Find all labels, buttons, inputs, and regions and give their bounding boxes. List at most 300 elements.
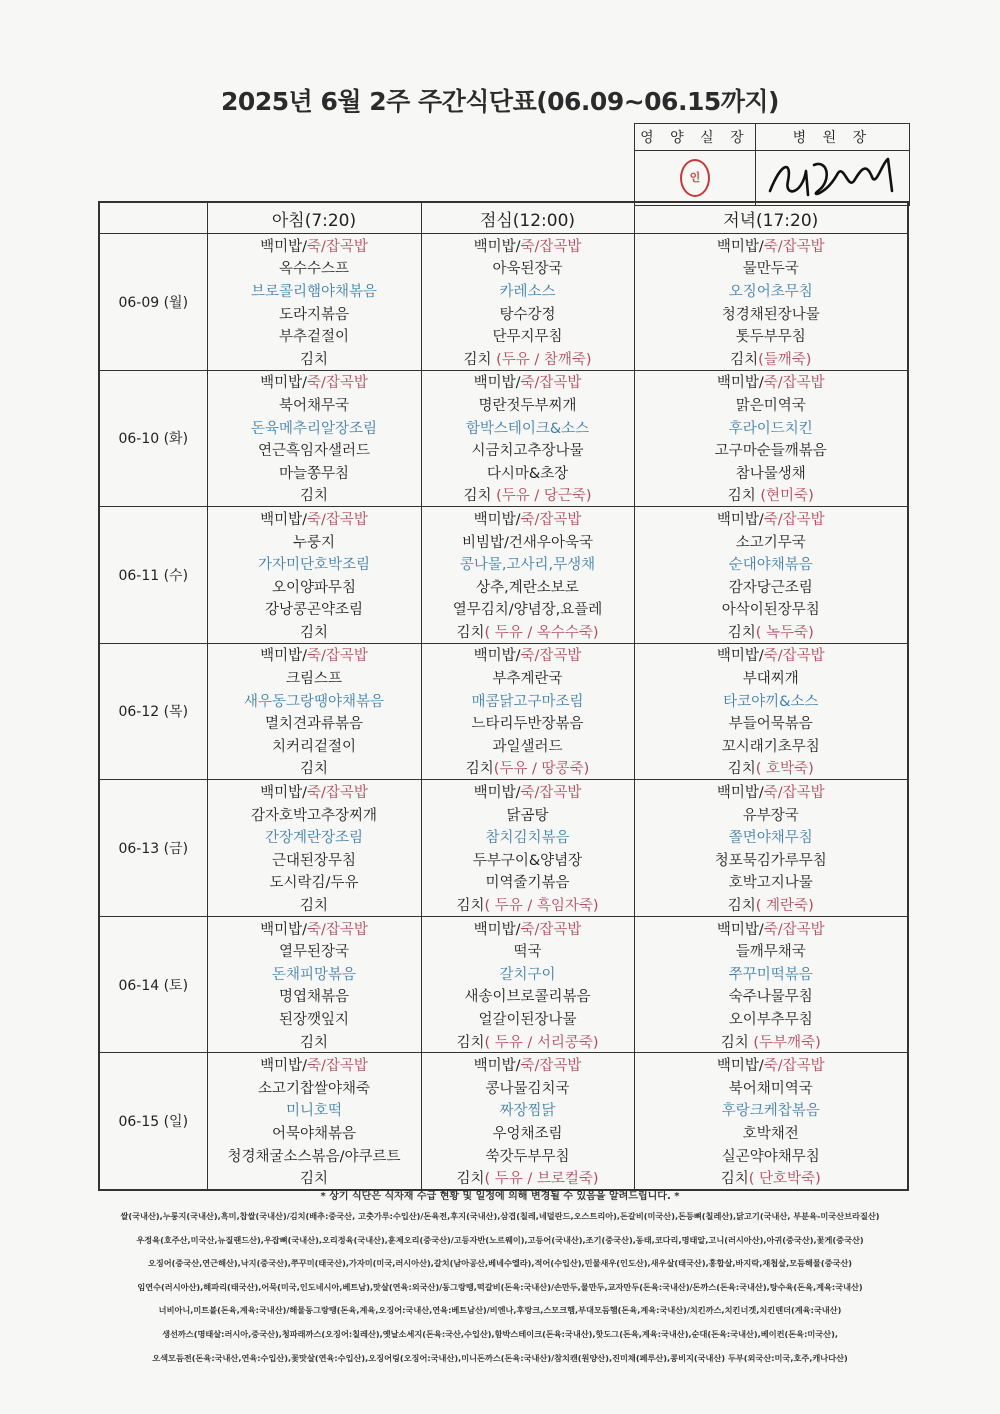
dish-text: 소고기찹쌀야채죽 bbox=[257, 1080, 371, 1097]
grain-rice-text: /잡곡밥 bbox=[321, 511, 368, 528]
grain-rice-text: /잡곡밥 bbox=[777, 375, 825, 392]
breakfast-item bbox=[207, 1076, 421, 1099]
dish-text: 김치 bbox=[456, 624, 485, 641]
grain-rice-text: /잡곡밥 bbox=[777, 1058, 825, 1075]
breakfast-item bbox=[207, 1144, 421, 1167]
extra-text: ( 두유 / 옥수수죽) bbox=[484, 624, 599, 641]
nutritionist-stamp bbox=[635, 151, 756, 206]
dish-text: 시금치고추장나물 bbox=[471, 443, 584, 460]
grain-rice-text: /잡곡밥 bbox=[777, 648, 825, 665]
dish-text: 감자당근조림 bbox=[728, 579, 813, 596]
menu-row bbox=[99, 1121, 908, 1144]
dish-text: 과일샐러드 bbox=[492, 738, 563, 755]
breakfast-item bbox=[207, 871, 421, 894]
breakfast-item bbox=[207, 302, 421, 325]
dinner-item bbox=[634, 803, 908, 826]
rice-text: 백미밥/ bbox=[716, 511, 764, 528]
breakfast-item bbox=[207, 962, 421, 985]
signature-icon bbox=[762, 151, 902, 201]
lunch-item bbox=[421, 1053, 634, 1076]
breakfast-item bbox=[207, 916, 421, 939]
extra-text: ( 호박죽) bbox=[755, 761, 814, 778]
extra-text: ( 두유 / 서리콩죽) bbox=[484, 1034, 599, 1051]
notice-text: * 상기 식단은 식자재 수급 현황 및 일정에 의해 변경될 수 있음을 알려드립니다. * bbox=[320, 1191, 680, 1202]
dinner-item bbox=[634, 575, 908, 598]
dish-text: 콩나물김치국 bbox=[485, 1080, 570, 1097]
menu-row bbox=[99, 484, 908, 507]
rice-text: 백미밥/ bbox=[473, 921, 521, 938]
dish-text: 타코야끼&소스 bbox=[723, 693, 819, 710]
porridge-text: 죽 bbox=[763, 785, 778, 802]
dinner-item bbox=[634, 324, 908, 347]
extra-text: (두유 / 당근죽) bbox=[496, 488, 592, 505]
porridge-text: 죽 bbox=[306, 648, 321, 665]
dish-text: 간장계란장조림 bbox=[264, 830, 364, 847]
breakfast-item bbox=[207, 848, 421, 871]
dish-text: 청포묵김가루무침 bbox=[714, 852, 827, 869]
dish-text: 톳두부무침 bbox=[735, 329, 806, 346]
porridge-text: 죽 bbox=[520, 1058, 535, 1075]
dinner-item bbox=[634, 279, 908, 302]
dish-text: 어묵야채볶음 bbox=[271, 1125, 357, 1142]
extra-text: ( 단호박죽) bbox=[748, 1171, 821, 1188]
origin-line: 너비아니,미트볼(돈육,계육:국내산)/해물동그랑땡(돈육,계육,오징어:국내산,연육:베트남산)/비엔나,후랑크,스모크햄,부대모듬햄(돈육,계육:국내산)/치킨까스,치킨너겟,치킨텐더(계육:국내산) bbox=[158, 1305, 842, 1316]
day-label: 06-09 (월) bbox=[99, 234, 207, 371]
dish-text: 새송이브로콜리볶음 bbox=[464, 989, 591, 1006]
dish-text: 돈채피망볶음 bbox=[271, 966, 357, 983]
dish-text: 꼬시래기초무침 bbox=[721, 738, 820, 755]
rice-text: 백미밥/ bbox=[260, 921, 307, 938]
director-label: 병 원 장 bbox=[755, 124, 909, 151]
dish-text: 김치 bbox=[730, 351, 759, 368]
director-signature bbox=[755, 151, 909, 206]
header-blank bbox=[99, 202, 207, 234]
dinner-item bbox=[634, 507, 908, 530]
dish-text: 오징어초무침 bbox=[728, 283, 813, 300]
dinner-item bbox=[634, 620, 908, 643]
dinner-item bbox=[634, 484, 908, 507]
dish-text: 다시마&초장 bbox=[486, 465, 569, 482]
menu-row bbox=[99, 530, 908, 553]
dish-text: 유부장국 bbox=[742, 807, 799, 824]
rice-text: 백미밥/ bbox=[473, 648, 521, 665]
dish-text: 도라지볶음 bbox=[278, 306, 350, 323]
breakfast-item bbox=[207, 689, 421, 712]
dinner-item bbox=[634, 689, 908, 712]
lunch-item bbox=[421, 620, 634, 643]
grain-rice-text: /잡곡밥 bbox=[321, 375, 368, 392]
dish-text: 숙주나물무침 bbox=[728, 989, 813, 1006]
menu-row bbox=[99, 1053, 908, 1076]
grain-rice-text: /잡곡밥 bbox=[534, 375, 582, 392]
dish-text: 마늘쫑무침 bbox=[278, 465, 350, 482]
dinner-item bbox=[634, 757, 908, 780]
dinner-item bbox=[634, 985, 908, 1008]
porridge-text: 죽 bbox=[763, 375, 778, 392]
dinner-item bbox=[634, 1030, 908, 1053]
grain-rice-text: /잡곡밥 bbox=[534, 785, 582, 802]
menu-row bbox=[99, 1144, 908, 1167]
dish-text: 쫄면야채무침 bbox=[728, 830, 813, 847]
rice-text: 백미밥/ bbox=[260, 375, 307, 392]
dinner-item bbox=[634, 1099, 908, 1122]
rice-text: 백미밥/ bbox=[716, 238, 764, 255]
breakfast-item bbox=[207, 1121, 421, 1144]
menu-row bbox=[99, 893, 908, 916]
nutritionist-label: 영 양 실 장 bbox=[635, 124, 756, 151]
porridge-text: 죽 bbox=[306, 921, 321, 938]
dish-text: 감자호박고추장찌개 bbox=[250, 807, 378, 824]
grain-rice-text: /잡곡밥 bbox=[534, 511, 582, 528]
dish-text: 맑은미역국 bbox=[735, 397, 806, 414]
lunch-item bbox=[421, 438, 634, 461]
dish-text: 쑥갓두부무침 bbox=[485, 1148, 570, 1165]
dish-text: 참치김치볶음 bbox=[485, 830, 570, 847]
dinner-item bbox=[634, 416, 908, 439]
menu-row bbox=[99, 848, 908, 871]
menu-row bbox=[99, 757, 908, 780]
dinner-item bbox=[634, 780, 908, 803]
menu-row bbox=[99, 416, 908, 439]
dish-text: 부추겉절이 bbox=[278, 329, 350, 346]
dish-text: 김치 bbox=[720, 1171, 749, 1188]
dish-text: 카레소스 bbox=[499, 283, 556, 300]
menu-row bbox=[99, 1007, 908, 1030]
lunch-item bbox=[421, 757, 634, 780]
dinner-item bbox=[634, 461, 908, 484]
grain-rice-text: /잡곡밥 bbox=[321, 785, 368, 802]
breakfast-item bbox=[207, 893, 421, 916]
dish-text: 소고기무국 bbox=[735, 534, 806, 551]
menu-row bbox=[99, 620, 908, 643]
lunch-item bbox=[421, 393, 634, 416]
rice-text: 백미밥/ bbox=[716, 1058, 764, 1075]
rice-text: 백미밥/ bbox=[716, 785, 764, 802]
lunch-item bbox=[421, 347, 634, 370]
origin-line: 오징어(중국산,연근해산),낙지(중국산),쭈꾸미(태국산),가자미(미국,러시아산),갈치(남아공산,베네수엘라),적어(수입산),민물새우(인도산),새우살(태국산),홍합살,바지락,재첩살,모듬해물(중국산) bbox=[147, 1258, 853, 1269]
lunch-item bbox=[421, 734, 634, 757]
rice-text: 백미밥/ bbox=[473, 1058, 521, 1075]
lunch-item bbox=[421, 643, 634, 666]
dinner-item bbox=[634, 530, 908, 553]
dish-text: 비빔밥/건새우아욱국 bbox=[462, 534, 593, 551]
menu-row bbox=[99, 643, 908, 666]
dish-text: 도시락김/두유 bbox=[269, 875, 359, 892]
breakfast-item bbox=[207, 438, 421, 461]
grain-rice-text: /잡곡밥 bbox=[534, 1058, 582, 1075]
dish-text: 상추,계란소보로 bbox=[476, 579, 579, 596]
porridge-text: 죽 bbox=[520, 785, 535, 802]
menu-row bbox=[99, 689, 908, 712]
breakfast-item bbox=[207, 1030, 421, 1053]
menu-row bbox=[99, 257, 908, 280]
dinner-item bbox=[634, 939, 908, 962]
breakfast-item bbox=[207, 780, 421, 803]
dinner-item bbox=[634, 871, 908, 894]
header-lunch: 점심(12:00) bbox=[421, 202, 634, 234]
grain-rice-text: /잡곡밥 bbox=[777, 785, 825, 802]
dinner-item bbox=[634, 347, 908, 370]
lunch-item bbox=[421, 1007, 634, 1030]
porridge-text: 죽 bbox=[763, 511, 778, 528]
extra-text: (현미죽) bbox=[760, 488, 814, 505]
dish-text: 미니호떡 bbox=[285, 1103, 343, 1120]
lunch-item bbox=[421, 416, 634, 439]
menu-row bbox=[99, 552, 908, 575]
menu-row bbox=[99, 438, 908, 461]
dish-text: 미역줄기볶음 bbox=[485, 875, 570, 892]
menu-row bbox=[99, 370, 908, 393]
dish-text: 후랑크케찹볶음 bbox=[721, 1103, 820, 1120]
extra-text: (두유 / 땅콩죽) bbox=[493, 761, 590, 778]
dinner-item bbox=[634, 643, 908, 666]
menu-row bbox=[99, 598, 908, 621]
lunch-item bbox=[421, 1030, 634, 1053]
dinner-item bbox=[634, 234, 908, 257]
lunch-item bbox=[421, 711, 634, 734]
breakfast-item bbox=[207, 803, 421, 826]
dinner-item bbox=[634, 438, 908, 461]
breakfast-item bbox=[207, 370, 421, 393]
lunch-item bbox=[421, 803, 634, 826]
menu-row bbox=[99, 234, 908, 257]
dish-text: 청경채된장나물 bbox=[721, 306, 820, 323]
dish-text: 김치 bbox=[299, 898, 328, 915]
dinner-item bbox=[634, 552, 908, 575]
rice-text: 백미밥/ bbox=[260, 785, 307, 802]
breakfast-item bbox=[207, 666, 421, 689]
dish-text: 강낭콩곤약조림 bbox=[264, 602, 364, 619]
extra-text: ( 녹두죽) bbox=[755, 624, 814, 641]
dish-text: 호박고지나물 bbox=[728, 875, 813, 892]
dish-text: 김치 bbox=[456, 1034, 485, 1051]
dinner-item bbox=[634, 1007, 908, 1030]
porridge-text: 죽 bbox=[763, 238, 778, 255]
dish-text: 북어채무국 bbox=[278, 397, 350, 414]
breakfast-item bbox=[207, 507, 421, 530]
grain-rice-text: /잡곡밥 bbox=[777, 238, 825, 255]
porridge-text: 죽 bbox=[520, 375, 535, 392]
origin-line: 쌀(국내산),누룽지(국내산),흑미,찹쌀(국내산)/김치(배추:중국산, 고춧가루:수입산)/돈육전,후지(국내산),삼겹(칠레,네덜란드,오스트리아),돈갈비(미국산),돈등뼈(칠레산),닭고기(국내산, 부분육-미국산브라질산) bbox=[120, 1211, 880, 1221]
lunch-item bbox=[421, 370, 634, 393]
day-label: 06-10 (화) bbox=[99, 370, 207, 507]
dish-text: 가자미단호박조림 bbox=[257, 557, 371, 574]
grain-rice-text: /잡곡밥 bbox=[321, 921, 368, 938]
breakfast-item bbox=[207, 347, 421, 370]
breakfast-item bbox=[207, 1099, 421, 1122]
dish-text: 김치 bbox=[727, 898, 756, 915]
dish-text: 오이양파무침 bbox=[271, 579, 357, 596]
dish-text: 김치 bbox=[299, 1171, 328, 1188]
grain-rice-text: /잡곡밥 bbox=[777, 511, 825, 528]
menu-row bbox=[99, 507, 908, 530]
dish-text: 부들어묵볶음 bbox=[728, 716, 813, 733]
lunch-item bbox=[421, 552, 634, 575]
grain-rice-text: /잡곡밥 bbox=[534, 921, 582, 938]
rice-text: 백미밥/ bbox=[260, 1058, 307, 1075]
dish-text: 매콤닭고구마조림 bbox=[471, 693, 584, 710]
rice-text: 백미밥/ bbox=[473, 785, 521, 802]
rice-text: 백미밥/ bbox=[473, 375, 521, 392]
day-label: 06-14 (토) bbox=[99, 916, 207, 1053]
menu-row bbox=[99, 347, 908, 370]
dish-text: 아욱된장국 bbox=[492, 261, 563, 278]
dish-text: 단무지무침 bbox=[492, 329, 563, 346]
dish-text: 우엉채조림 bbox=[492, 1125, 563, 1142]
dish-text: 김치 bbox=[463, 351, 497, 368]
rice-text: 백미밥/ bbox=[260, 511, 307, 528]
dish-text: 짜장찜닭 bbox=[499, 1103, 556, 1120]
breakfast-item bbox=[207, 939, 421, 962]
menu-row bbox=[99, 1099, 908, 1122]
rice-text: 백미밥/ bbox=[473, 238, 521, 255]
stamp-icon: 인 bbox=[680, 159, 710, 197]
breakfast-item bbox=[207, 598, 421, 621]
dish-text: 부대찌개 bbox=[742, 671, 799, 688]
dish-text: 김치 bbox=[299, 1034, 328, 1051]
lunch-item bbox=[421, 257, 634, 280]
breakfast-item bbox=[207, 620, 421, 643]
dish-text: 치커리겉절이 bbox=[271, 738, 357, 755]
lunch-item bbox=[421, 484, 634, 507]
dish-text: 옥수수스프 bbox=[278, 261, 350, 278]
dish-text: 탕수강정 bbox=[499, 306, 556, 323]
dinner-item bbox=[634, 962, 908, 985]
extra-text: (들깨죽) bbox=[758, 351, 812, 368]
dish-text: 연근흑임자샐러드 bbox=[257, 443, 371, 460]
lunch-item bbox=[421, 1121, 634, 1144]
dish-text: 새우동그랑땡야채볶음 bbox=[243, 693, 385, 710]
menu-row bbox=[99, 711, 908, 734]
dinner-item bbox=[634, 711, 908, 734]
menu-row bbox=[99, 825, 908, 848]
rice-text: 백미밥/ bbox=[716, 921, 764, 938]
day-label: 06-13 (금) bbox=[99, 780, 207, 917]
dish-text: 닭곰탕 bbox=[506, 807, 549, 824]
breakfast-item bbox=[207, 530, 421, 553]
dinner-item bbox=[634, 916, 908, 939]
day-label: 06-11 (수) bbox=[99, 507, 207, 644]
dinner-item bbox=[634, 893, 908, 916]
rice-text: 백미밥/ bbox=[716, 648, 764, 665]
breakfast-item bbox=[207, 257, 421, 280]
dish-text: 느타리두반장볶음 bbox=[471, 716, 584, 733]
dish-text: 김치 bbox=[463, 488, 497, 505]
dish-text: 호박채전 bbox=[742, 1125, 799, 1142]
day-label: 06-15 (일) bbox=[99, 1053, 207, 1190]
rice-text: 백미밥/ bbox=[260, 238, 307, 255]
dish-text: 김치 bbox=[727, 488, 761, 505]
origin-info bbox=[85, 1205, 915, 1370]
dish-text: 쭈꾸미떡볶음 bbox=[728, 966, 813, 983]
dinner-item bbox=[634, 848, 908, 871]
origin-line: 임연수(러시아산),해파리(태국산),어묵(미국,인도네시아,베트남),맛살(연육:외국산)/동그랑땡,떡갈비(돈육:국내산)/손만두,물만두,교자만두(돈육:국내산)/돈까스(돈육:국내산),탕수육(돈육,계육:국내산) bbox=[137, 1281, 863, 1292]
dish-text: 갈치구이 bbox=[499, 966, 556, 983]
breakfast-item bbox=[207, 461, 421, 484]
dinner-item bbox=[634, 825, 908, 848]
extra-text: ( 계란죽) bbox=[755, 898, 814, 915]
dinner-item bbox=[634, 666, 908, 689]
breakfast-item bbox=[207, 393, 421, 416]
menu-row bbox=[99, 1030, 908, 1053]
dish-text: 콩나물,고사리,무생채 bbox=[459, 557, 596, 574]
weekly-menu-table bbox=[98, 201, 909, 1191]
porridge-text: 죽 bbox=[306, 511, 321, 528]
lunch-item bbox=[421, 780, 634, 803]
breakfast-item bbox=[207, 416, 421, 439]
rice-text: 백미밥/ bbox=[716, 375, 764, 392]
porridge-text: 죽 bbox=[520, 238, 535, 255]
dish-text: 브로콜리햄야채볶음 bbox=[250, 283, 378, 300]
dinner-item bbox=[634, 1144, 908, 1167]
header-breakfast: 아침(7:20) bbox=[207, 202, 421, 234]
lunch-item bbox=[421, 530, 634, 553]
dish-text: 참나물생채 bbox=[735, 465, 806, 482]
dish-text: 김치 bbox=[720, 1034, 754, 1051]
grain-rice-text: /잡곡밥 bbox=[534, 648, 582, 665]
breakfast-item bbox=[207, 484, 421, 507]
menu-row bbox=[99, 916, 908, 939]
menu-row bbox=[99, 461, 908, 484]
dish-text: 김치 bbox=[299, 351, 328, 368]
menu-header-row bbox=[99, 202, 908, 234]
breakfast-item bbox=[207, 575, 421, 598]
lunch-item bbox=[421, 575, 634, 598]
breakfast-item bbox=[207, 711, 421, 734]
dish-text: 아삭이된장무침 bbox=[721, 602, 820, 619]
lunch-item bbox=[421, 279, 634, 302]
lunch-item bbox=[421, 302, 634, 325]
breakfast-item bbox=[207, 1053, 421, 1076]
dish-text: 부추계란국 bbox=[492, 671, 563, 688]
porridge-text: 죽 bbox=[520, 648, 535, 665]
rice-text: 백미밥/ bbox=[473, 511, 521, 528]
header-dinner: 저녁(17:20) bbox=[634, 202, 908, 234]
dish-text: 된장깻잎지 bbox=[278, 1011, 350, 1028]
porridge-text: 죽 bbox=[763, 1058, 778, 1075]
menu-row bbox=[99, 871, 908, 894]
dish-text: 명란젓두부찌개 bbox=[478, 397, 577, 414]
dish-text: 후라이드치킨 bbox=[728, 420, 813, 437]
day-label: 06-12 (목) bbox=[99, 643, 207, 780]
dish-text: 청경채굴소스볶음/야쿠르트 bbox=[227, 1148, 401, 1165]
dish-text: 고구마순들깨볶음 bbox=[714, 443, 827, 460]
lunch-item bbox=[421, 234, 634, 257]
dish-text: 김치 bbox=[456, 1171, 485, 1188]
lunch-item bbox=[421, 461, 634, 484]
menu-row bbox=[99, 575, 908, 598]
page-title: 2025년 6월 2주 주간식단표(06.09~06.15까지) bbox=[221, 87, 779, 116]
dish-text: 명엽채볶음 bbox=[278, 989, 350, 1006]
breakfast-item bbox=[207, 279, 421, 302]
dish-text: 돈육메추리알장조림 bbox=[250, 420, 378, 437]
grain-rice-text: /잡곡밥 bbox=[321, 648, 368, 665]
dish-text: 물만두국 bbox=[742, 261, 799, 278]
dinner-item bbox=[634, 257, 908, 280]
menu-row bbox=[99, 803, 908, 826]
menu-row bbox=[99, 962, 908, 985]
dish-text: 열무김치/양념장,요플레 bbox=[452, 602, 603, 619]
lunch-item bbox=[421, 825, 634, 848]
porridge-text: 죽 bbox=[306, 785, 321, 802]
grain-rice-text: /잡곡밥 bbox=[321, 238, 368, 255]
breakfast-item bbox=[207, 825, 421, 848]
lunch-item bbox=[421, 689, 634, 712]
dish-text: 근대된장무침 bbox=[271, 852, 357, 869]
menu-row bbox=[99, 734, 908, 757]
dinner-item bbox=[634, 734, 908, 757]
dish-text: 순대야채볶음 bbox=[728, 557, 813, 574]
